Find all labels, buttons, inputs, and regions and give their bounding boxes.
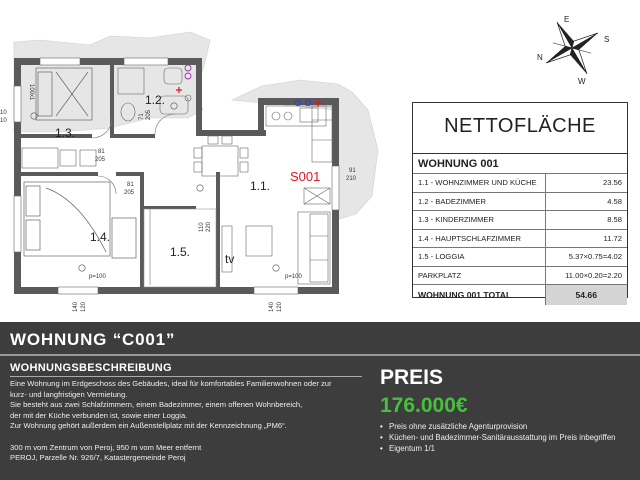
area-unit-heading: WOHNUNG 001 [413, 154, 627, 174]
unit-code: S001 [290, 169, 321, 184]
row-value: 4.58 [545, 192, 627, 211]
floor-plan [0, 0, 400, 322]
row-label: 1.1 - WOHNZIMMER UND KÜCHE [413, 174, 545, 193]
tv-label: tv [225, 252, 235, 266]
description-gap [10, 432, 332, 443]
compass-s: S [604, 35, 610, 44]
compass-e: E [564, 15, 570, 24]
compass-star-icon [531, 8, 612, 88]
description-line: kurz- und langfristigen Vermietung. [10, 389, 128, 399]
description-text [10, 379, 332, 464]
compass-w: W [578, 77, 586, 86]
dim-left-top-a: 10 [0, 110, 7, 116]
kitchen-counter [266, 106, 332, 162]
room-label-1-5: 1.5. [170, 245, 191, 259]
dim-door-bed-b: 205 [124, 190, 135, 196]
dim-door-kid-b: 205 [95, 157, 106, 163]
dim-door-bath: 71205 [139, 109, 152, 120]
area-table-heading-row [413, 154, 627, 174]
room-label-1-2: 1.2. [145, 93, 166, 107]
room-label-1-3: 1.3. [55, 126, 76, 140]
row-label: PARKPLATZ [413, 266, 545, 285]
row-label: 1.3 - KINDERZIMMER [413, 211, 545, 230]
unit-title: WOHNUNG “C001” [10, 330, 176, 349]
area-total-row [413, 285, 627, 305]
row-label: 1.2 - BADEZIMMER [413, 192, 545, 211]
price-notes [380, 421, 636, 454]
title-divider [0, 354, 640, 356]
room-label-1-4: 1.4. [90, 230, 111, 244]
dim-bot-right-b: 120 [277, 301, 283, 312]
row-value: 11.00×0.20=2.20 [545, 266, 627, 285]
description-line: 300 m vom Zentrum von Peroj, 950 m vom Meer entfernt [10, 442, 202, 452]
table-row [413, 248, 627, 267]
dim-p-liv: p=100 [285, 274, 302, 280]
compass-n: N [537, 53, 543, 62]
info-panel [0, 322, 640, 480]
description-line: der mit der Küche verbunden ist, sowie einer Loggia. [10, 410, 188, 420]
description-heading: WOHNUNGSBESCHREIBUNG [10, 362, 172, 374]
table-row [413, 192, 627, 211]
dim-door-loggia: 110220 [199, 221, 212, 232]
dim-door-kid-a: 81 [98, 149, 105, 155]
master-bed [24, 182, 136, 258]
dim-left-top-b: 10 [0, 118, 7, 124]
doors [92, 114, 175, 285]
total-value: 54.66 [545, 285, 627, 305]
description-line: Zur Wohnung gehört außerdem ein Außenstellplatz mit der Kennzeichnung „PM6“. [10, 421, 287, 431]
net-area-title: NETTOFLÄCHE [444, 115, 596, 137]
dim-window-liv-a: 91 [349, 168, 356, 174]
room-label-1-1: 1.1. [250, 179, 271, 193]
price-value: 176.000€ [380, 394, 468, 417]
dim-p-kid: p=100 [89, 274, 106, 280]
description-line: Eine Wohnung im Erdgeschoss des Gebäudes, ideal für komfortables Familienwohnen oder zur [10, 379, 332, 388]
dining-table [194, 136, 248, 176]
row-label: 1.5 - LOGGIA [413, 248, 545, 267]
row-value: 5.37×0.75=4.02 [545, 248, 627, 267]
sofa [222, 188, 330, 284]
price-label: PREIS [380, 366, 444, 389]
description-line: PEROJ, Parzelle Nr. 926/7, Katastergemeinde Peroj [10, 453, 186, 463]
dim-left-side: 100x1 [28, 84, 34, 101]
dim-bot-left-b: 120 [81, 301, 87, 312]
net-area-panel [412, 102, 628, 298]
dim-bot-right-a: 140 [269, 301, 275, 312]
list-item: • Küchen- und Badezimmer-Sanitärausstattung im Preis inbegriffen [380, 432, 636, 443]
table-row [413, 229, 627, 248]
dim-bot-left-a: 140 [73, 301, 79, 312]
dim-window-liv-b: 210 [346, 176, 357, 182]
description-divider [10, 376, 362, 377]
row-value: 11.72 [545, 229, 627, 248]
total-label: WOHNUNG 001 TOTAL [413, 285, 545, 305]
list-item: • Eigentum 1/1 [380, 443, 636, 454]
table-row [413, 211, 627, 230]
description-line: Sie besteht aus zwei Schlafzimmern, einem Badezimmer, einem offenen Wohnbereich, [10, 400, 303, 410]
kids-desk [22, 148, 96, 168]
row-label: 1.4 - HAUPTSCHLAFZIMMER [413, 229, 545, 248]
dim-door-bed-a: 81 [127, 182, 134, 188]
list-item: • Preis ohne zusätzliche Agenturprovision [380, 421, 636, 432]
table-row [413, 174, 627, 193]
table-row [413, 266, 627, 285]
compass-rose [528, 8, 612, 88]
area-table [413, 153, 627, 305]
row-value: 23.56 [545, 174, 627, 193]
row-value: 8.58 [545, 211, 627, 230]
